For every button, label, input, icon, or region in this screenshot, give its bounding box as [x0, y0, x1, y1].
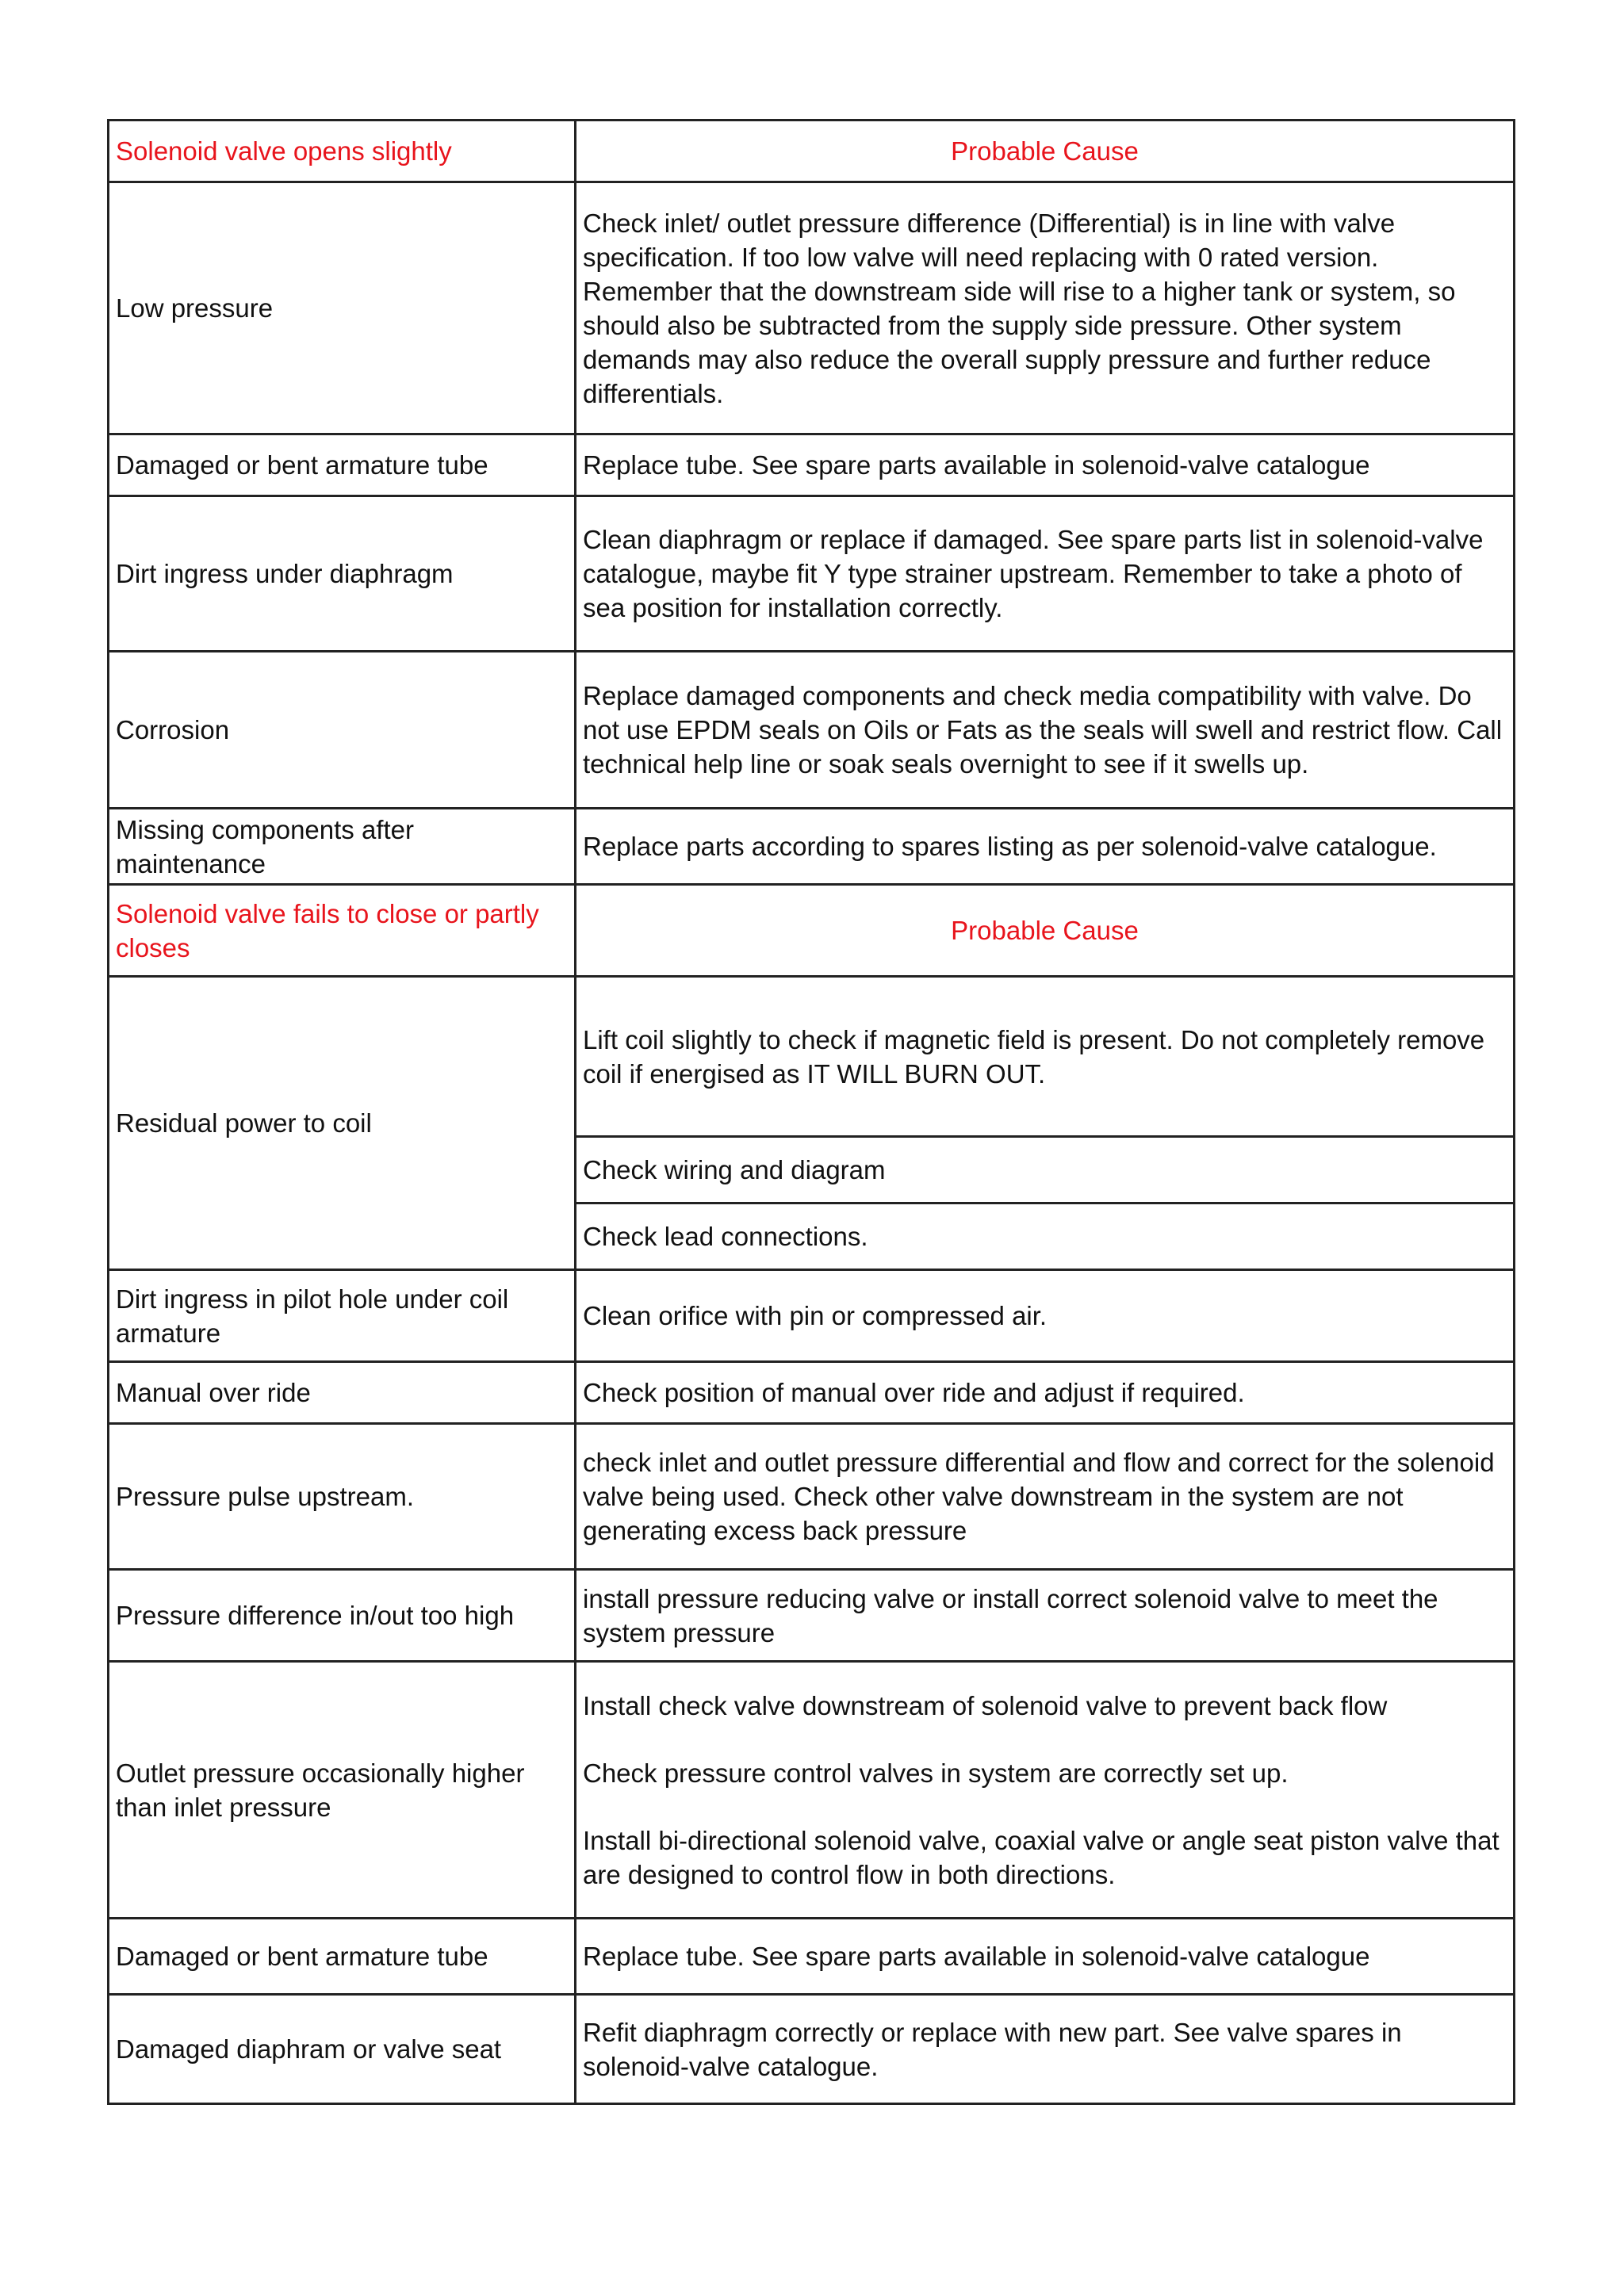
table-row [109, 1270, 1515, 1362]
remedy-line: Install check valve downstream of solenoid valve to prevent back flow [583, 1690, 1388, 1720]
remedy-cell: Refit diaphragm correctly or replace with new part. See valve spares in solenoid-valve catalogue. [576, 1995, 1515, 2104]
remedy-cell: check inlet and outlet pressure differential and flow and correct for the solenoid valve being used. Check other valve downstream in the system are not generating excess back pressure [576, 1424, 1515, 1570]
fault-cell: Manual over ride [109, 1362, 576, 1424]
fault-cell: Damaged diaphram or valve seat [109, 1995, 576, 2104]
section-header-row [109, 885, 1515, 977]
fault-cell: Outlet pressure occasionally higher than inlet pressure [109, 1662, 576, 1919]
fault-cell: Damaged or bent armature tube [109, 434, 576, 496]
remedy-cell: Replace tube. See spare parts available in solenoid-valve catalogue [576, 1919, 1515, 1995]
remedy-cell [576, 1662, 1515, 1919]
troubleshooting-table [107, 119, 1515, 2105]
table-row [109, 809, 1515, 885]
fault-cell: Dirt ingress in pilot hole under coil armature [109, 1270, 576, 1362]
cause-header: Probable Cause [576, 885, 1515, 977]
fault-cell: Low pressure [109, 182, 576, 434]
fault-header: Solenoid valve fails to close or partly closes [109, 885, 576, 977]
table-row [109, 1424, 1515, 1570]
table-row [109, 977, 1515, 1137]
table-row [109, 652, 1515, 809]
fault-cell: Dirt ingress under diaphragm [109, 496, 576, 652]
table-row [109, 1662, 1515, 1919]
table-row [109, 1362, 1515, 1424]
remedy-cell: Clean diaphragm or replace if damaged. See spare parts list in solenoid-valve catalogue, maybe fit Y type strainer upstream. Remember to take a photo of sea position for installation correctly. [576, 496, 1515, 652]
remedy-cell: Check position of manual over ride and adjust if required. [576, 1362, 1515, 1424]
table-row [109, 1995, 1515, 2104]
remedy-cell: Check inlet/ outlet pressure difference (Differential) is in line with valve specification. If too low valve will need replacing with 0 rated version. Remember that the downstream side will rise to a higher tank or system, so should also be subtracted from the supply side pressure. Other system demands may also reduce the overall supply pressure and further reduce differentials. [576, 182, 1515, 434]
remedy-cell: install pressure reducing valve or install correct solenoid valve to meet the system pressure [576, 1570, 1515, 1662]
remedy-cell: Replace parts according to spares listing as per solenoid-valve catalogue. [576, 809, 1515, 885]
table-row [109, 434, 1515, 496]
cause-header: Probable Cause [576, 121, 1515, 182]
remedy-line: Check pressure control valves in system are correctly set up. [583, 1758, 1289, 1788]
table-row [109, 1919, 1515, 1995]
remedy-cell: Lift coil slightly to check if magnetic field is present. Do not completely remove coil if energised as IT WILL BURN OUT. [576, 977, 1515, 1137]
remedy-cell: Check wiring and diagram [576, 1137, 1515, 1203]
remedy-cell: Clean orifice with pin or compressed air. [576, 1270, 1515, 1362]
section-header-row [109, 121, 1515, 182]
fault-cell: Corrosion [109, 652, 576, 809]
remedy-cell: Replace tube. See spare parts available in solenoid-valve catalogue [576, 434, 1515, 496]
remedy-cell: Check lead connections. [576, 1203, 1515, 1270]
remedy-line: Install bi-directional solenoid valve, coaxial valve or angle seat piston valve that are designed to control flow in both directions. [583, 1825, 1500, 1889]
fault-cell: Pressure difference in/out too high [109, 1570, 576, 1662]
remedy-cell: Replace damaged components and check media compatibility with valve. Do not use EPDM seals on Oils or Fats as the seals will swell and restrict flow. Call technical help line or soak seals overnight to see if it swells up. [576, 652, 1515, 809]
table-row [109, 496, 1515, 652]
table-row [109, 182, 1515, 434]
fault-cell: Residual power to coil [109, 977, 576, 1270]
fault-cell: Damaged or bent armature tube [109, 1919, 576, 1995]
fault-cell: Missing components after maintenance [109, 809, 576, 885]
fault-header: Solenoid valve opens slightly [109, 121, 576, 182]
fault-cell: Pressure pulse upstream. [109, 1424, 576, 1570]
table-row [109, 1570, 1515, 1662]
